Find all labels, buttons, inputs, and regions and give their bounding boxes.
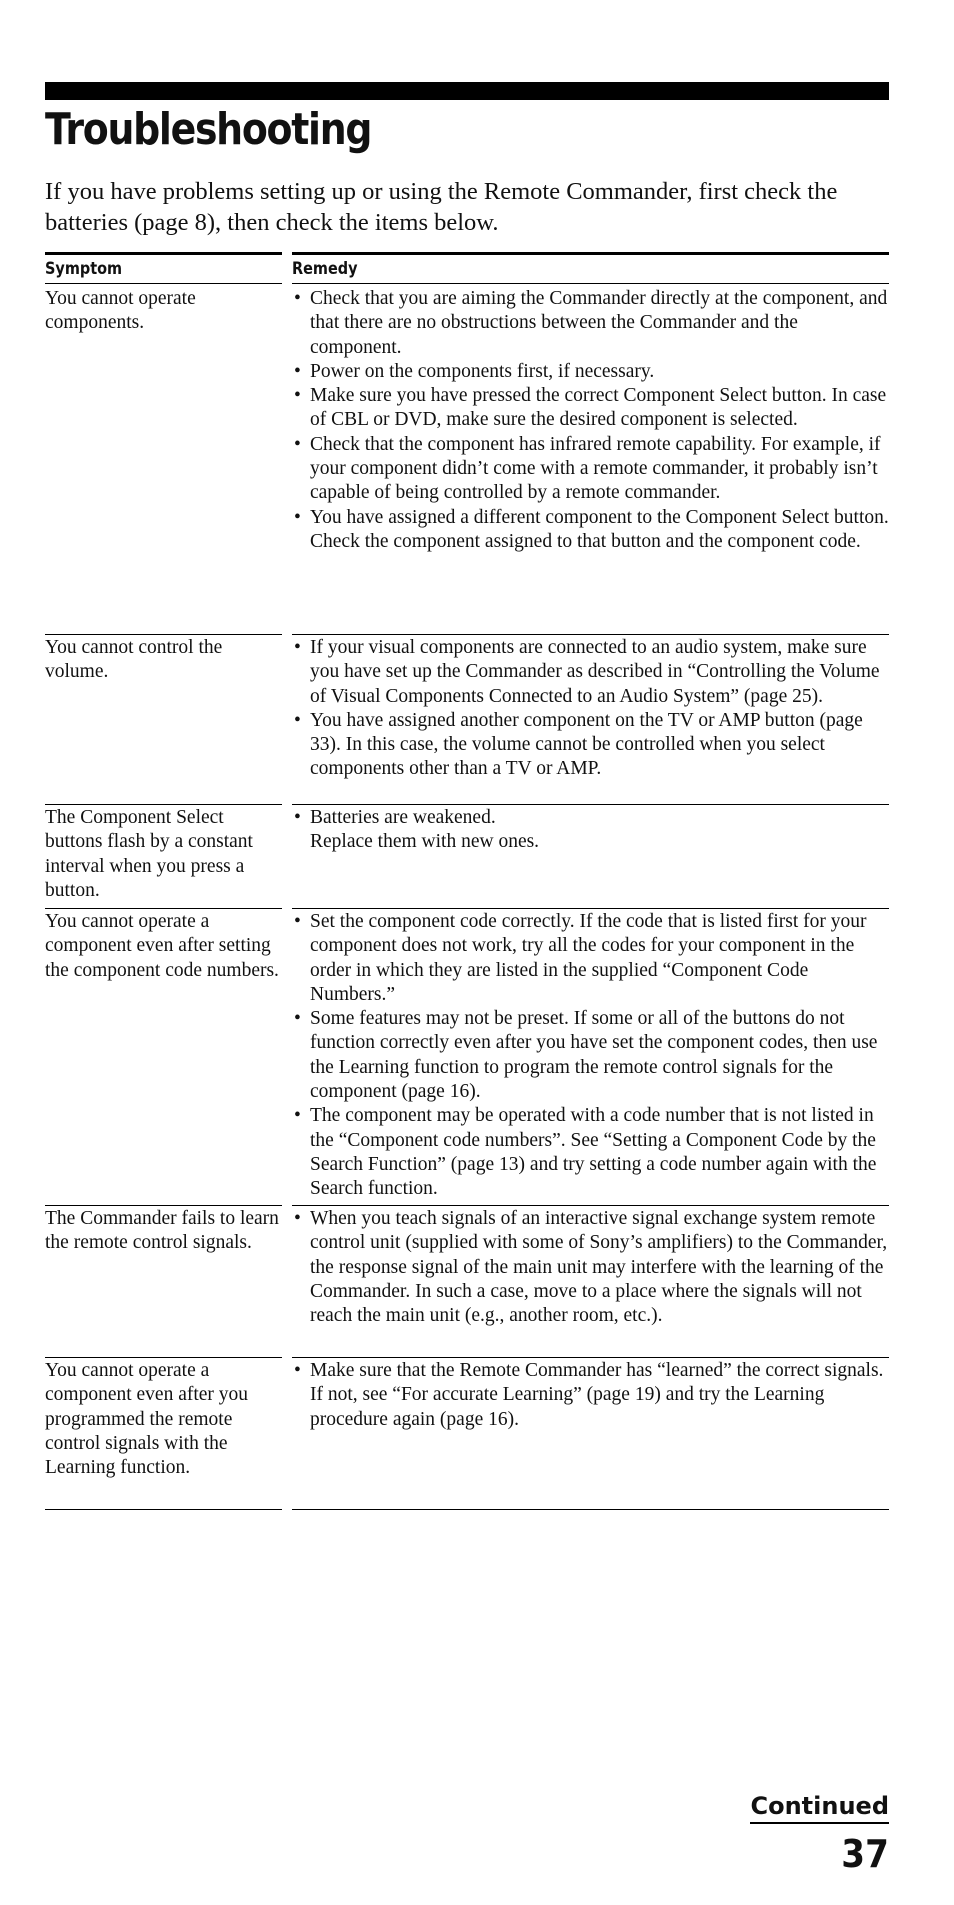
remedy-cell (292, 1358, 889, 1510)
remedy-item: • The component may be operated with a code number that is not listed in the “Component code numbers”. See “Setting a Component Code by the Search Function” (page 13) and try setting a code number again with the Search function. (292, 1104, 889, 1201)
remedy-item: • Batteries are weakened. Replace them with new ones. (292, 806, 889, 855)
symptom-cell: The Component Select buttons flash by a constant interval when you press a button. (45, 805, 282, 909)
remedy-item: • If your visual components are connected to an audio system, make sure you have set up the Commander as described in “Controlling the Volume of Visual Components Connected to an Audio System” (page 25). (292, 636, 889, 709)
table-row (45, 909, 889, 1206)
remedy-cell (292, 805, 889, 909)
remedy-header: Remedy (292, 252, 889, 284)
remedy-item: • You have assigned a different component to the Component Select button. Check the component assigned to that button and the component code. (292, 506, 889, 555)
table-row (45, 805, 889, 909)
remedy-item: • Check that the component has infrared remote capability. For example, if your component didn’t come with a remote commander, it probably isn’t capable of being controlled by a remote commander. (292, 433, 889, 506)
symptom-cell: You cannot operate components. (45, 286, 282, 635)
continued-label: Continued (750, 1792, 889, 1824)
table-row (45, 286, 889, 635)
remedy-cell (292, 909, 889, 1206)
remedy-cell (292, 286, 889, 635)
table-row (45, 1358, 889, 1510)
symptom-cell: You cannot control the volume. (45, 635, 282, 805)
remedy-item: • Make sure that the Remote Commander has “learned” the correct signals. If not, see “For accurate Learning” (page 19) and try the Learning procedure again (page 16). (292, 1359, 889, 1432)
remedy-item: • Power on the components first, if necessary. (292, 360, 889, 384)
symptom-cell: You cannot operate a component even after setting the component code numbers. (45, 909, 282, 1206)
symptom-cell: You cannot operate a component even after you programmed the remote control signals with the Learning function. (45, 1358, 282, 1510)
intro-paragraph: If you have problems setting up or using the Remote Commander, first check the batteries (page 8), then check the items below. (45, 178, 838, 236)
page-number: 37 (841, 1832, 889, 1876)
remedy-item: • You have assigned another component on the TV or AMP button (page 33). In this case, the volume cannot be controlled when you select components other than a TV or AMP. (292, 709, 889, 782)
table-row (45, 1206, 889, 1358)
remedy-item: • Set the component code correctly. If the code that is listed first for your component does not work, try all the codes for your component in the order in which they are listed in the supplied “Component Code Numbers.” (292, 910, 889, 1007)
remedy-item: • Some features may not be preset. If some or all of the buttons do not function correctly even after you have set the component codes, then use the Learning function to program the remote control signals for the component (page 16). (292, 1007, 889, 1104)
remedy-cell (292, 635, 889, 805)
table-row (45, 635, 889, 805)
remedy-item: • When you teach signals of an interactive signal exchange system remote control unit (supplied with some of Sony’s amplifiers) to the Commander, the response signal of the main unit may interfere with the learning of the Commander. In such a case, move to a place where the signals will not reach the main unit (e.g., another room, etc.). (292, 1207, 889, 1328)
remedy-item: • Check that you are aiming the Commander directly at the component, and that there are no obstructions between the Commander and the component. (292, 287, 889, 360)
table-header (45, 252, 889, 286)
remedy-item: • Make sure you have pressed the correct Component Select button. In case of CBL or DVD, make sure the desired component is selected. (292, 384, 889, 433)
symptom-header: Symptom (45, 252, 282, 284)
page-title: Troubleshooting (45, 104, 372, 155)
remedy-extra-line: Replace them with new ones. (310, 831, 540, 853)
symptom-cell: The Commander fails to learn the remote control signals. (45, 1206, 282, 1358)
troubleshooting-table (45, 252, 889, 1510)
remedy-cell (292, 1206, 889, 1358)
title-bar-rule (45, 82, 889, 100)
